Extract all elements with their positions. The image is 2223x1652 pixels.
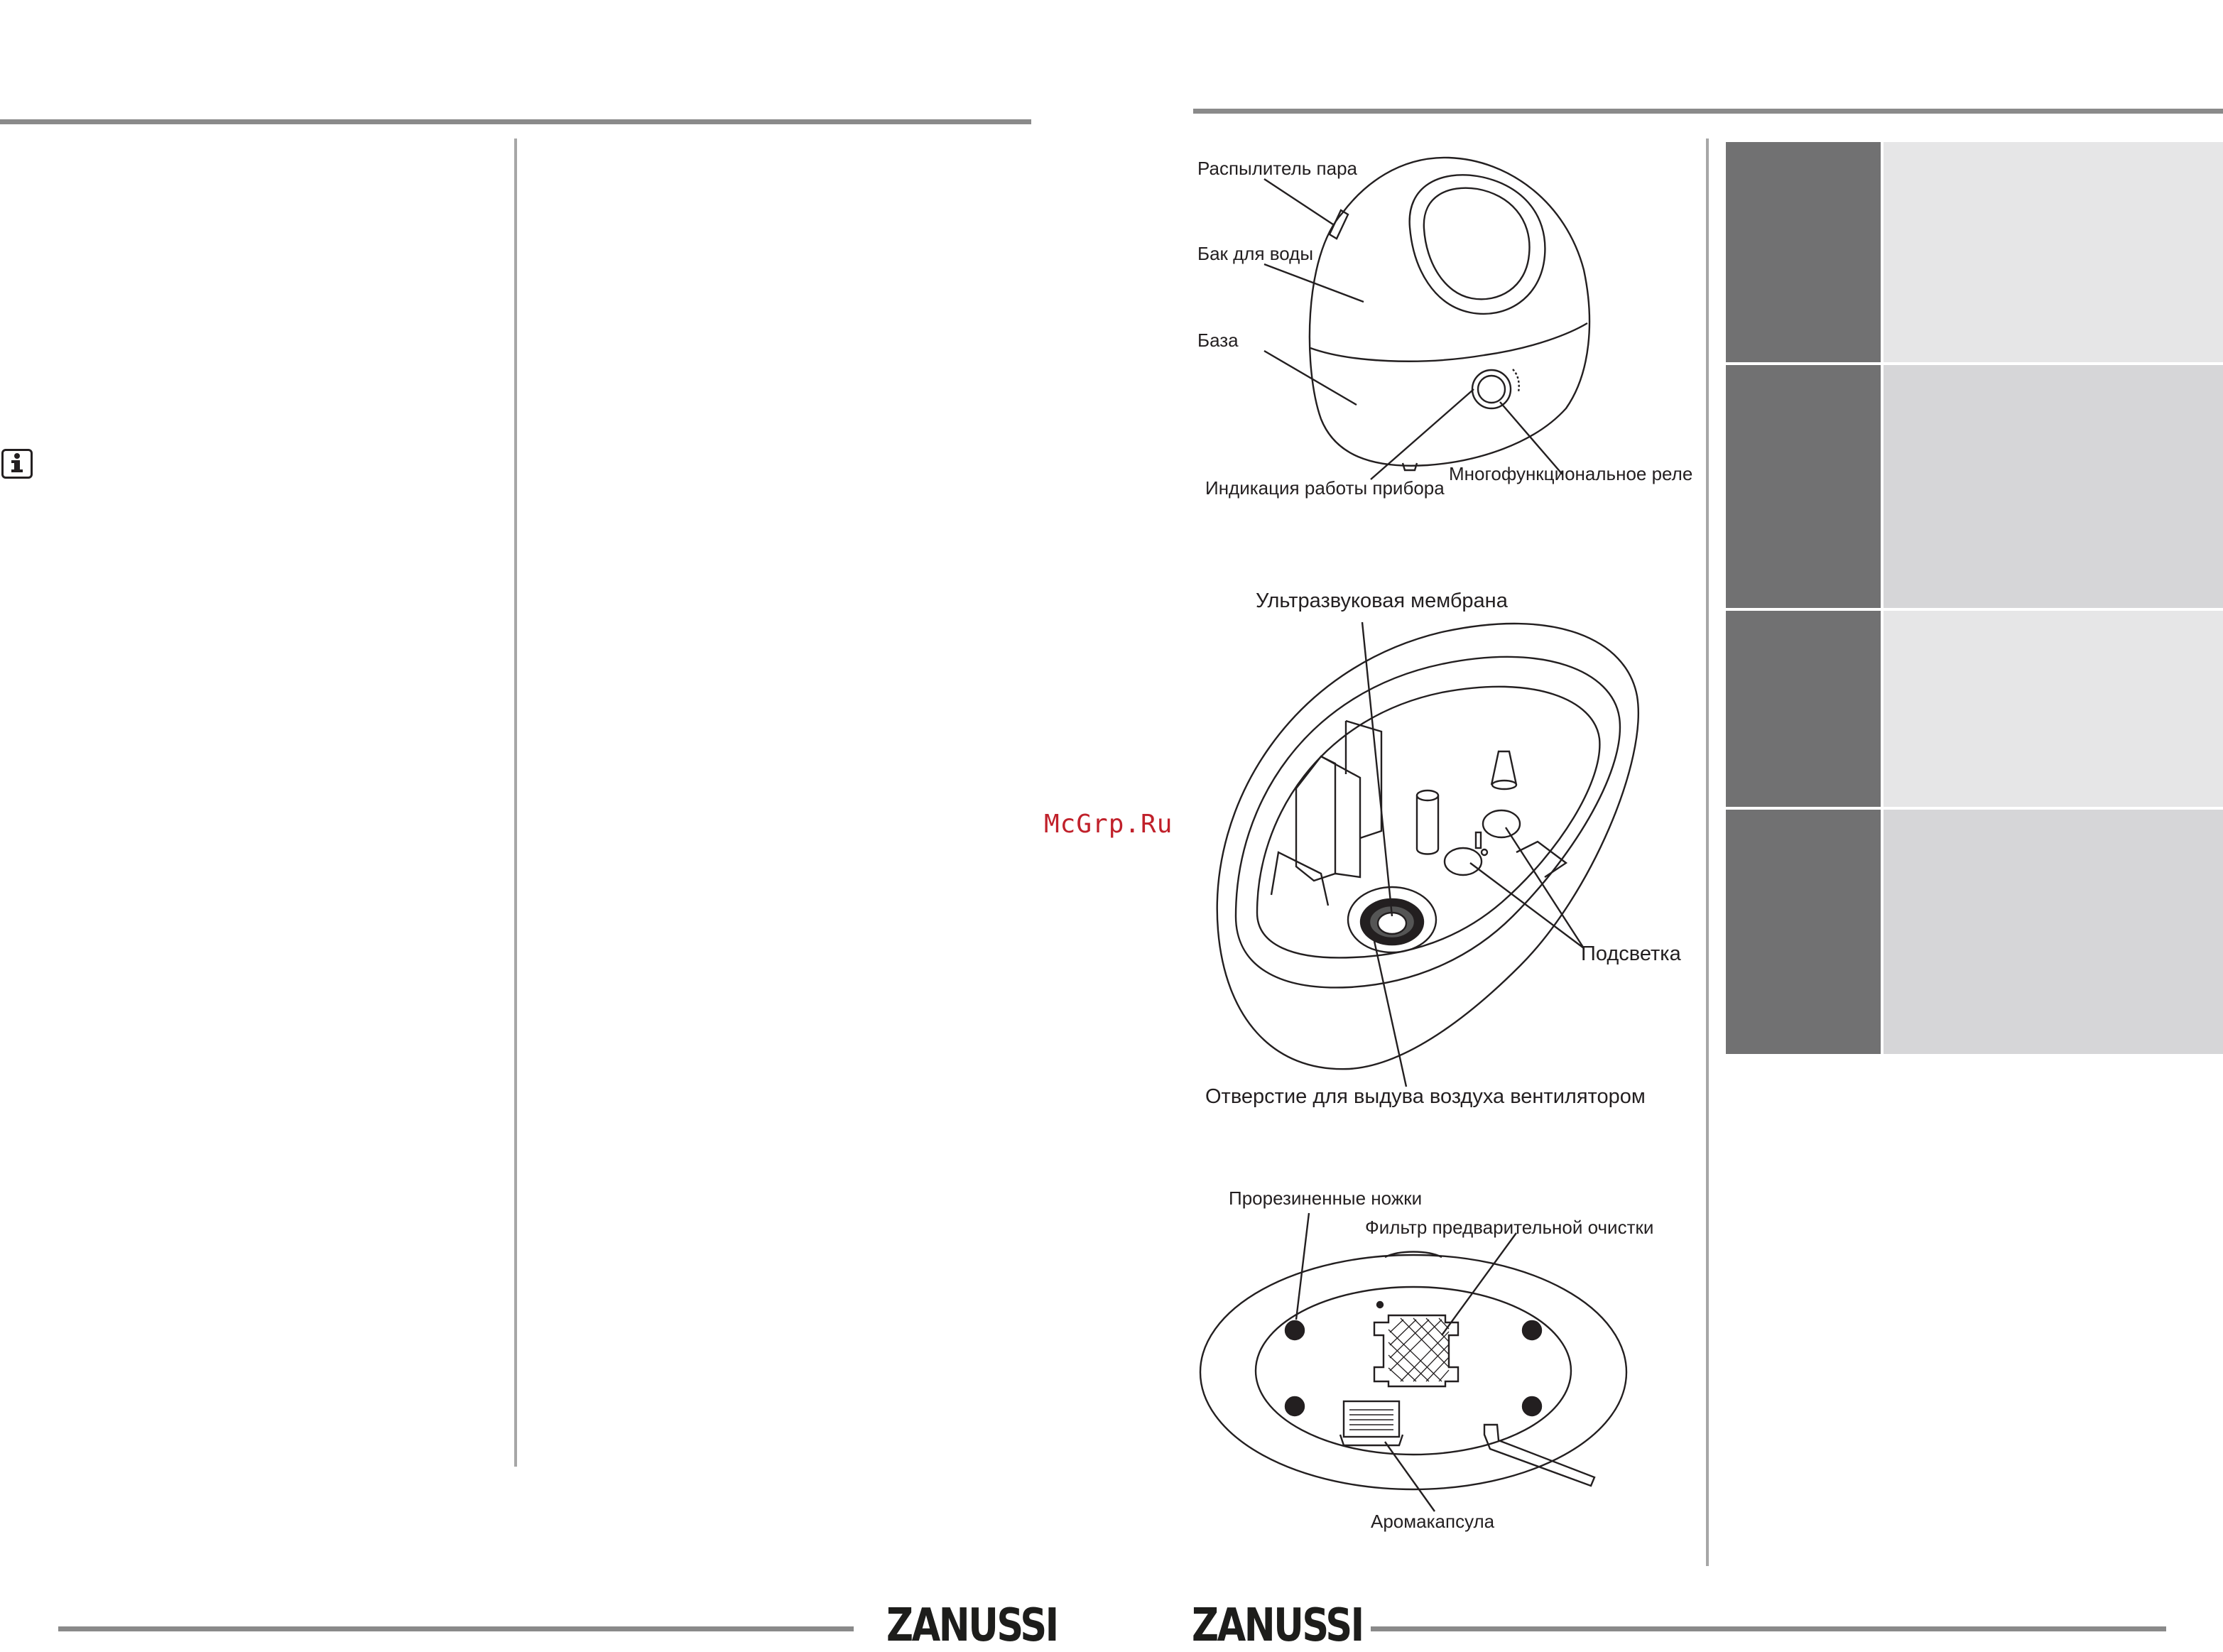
- label-rubber-feet: Прорезиненные ножки: [1229, 1188, 1423, 1209]
- label-membrane: Ультразвуковая мембрана: [1256, 589, 1508, 612]
- brand-logo-left: ZANUSSI: [886, 1599, 1058, 1652]
- label-water-tank: Бак для воды: [1197, 243, 1314, 264]
- band-light-2: [1884, 365, 2223, 608]
- label-steam-sprayer: Распылитель пара: [1197, 158, 1358, 179]
- label-indicator: Индикация работы прибора: [1205, 477, 1445, 499]
- band-light-3: [1884, 611, 2223, 807]
- band-dark-3: [1726, 611, 1881, 807]
- top-rule-left: [0, 119, 1031, 124]
- info-icon: [1, 449, 33, 479]
- brand-logo-right: ZANUSSI: [1192, 1599, 1363, 1652]
- label-backlight: Подсветка: [1581, 942, 1681, 965]
- label-relay: Многофункциональное реле: [1449, 463, 1693, 484]
- watermark-text: McGrp.Ru: [1044, 810, 1173, 839]
- column-divider-right: [1706, 138, 1709, 1566]
- band-light-1: [1884, 142, 2223, 362]
- label-aroma: Аромакапсула: [1371, 1511, 1495, 1532]
- footer-rule-left: [58, 1626, 854, 1631]
- band-dark-4: [1726, 810, 1881, 1054]
- band-dark-2: [1726, 365, 1881, 608]
- label-fan-outlet: Отверстие для выдува воздуха вентилятором: [1205, 1085, 1646, 1108]
- label-prefilter: Фильтр предварительной очистки: [1365, 1217, 1654, 1238]
- top-rule-right: [1193, 109, 2223, 114]
- band-dark-1: [1726, 142, 1881, 362]
- band-light-4: [1884, 810, 2223, 1054]
- label-base: База: [1197, 330, 1239, 351]
- footer-rule-right: [1371, 1626, 2166, 1631]
- column-divider-left: [514, 138, 517, 1467]
